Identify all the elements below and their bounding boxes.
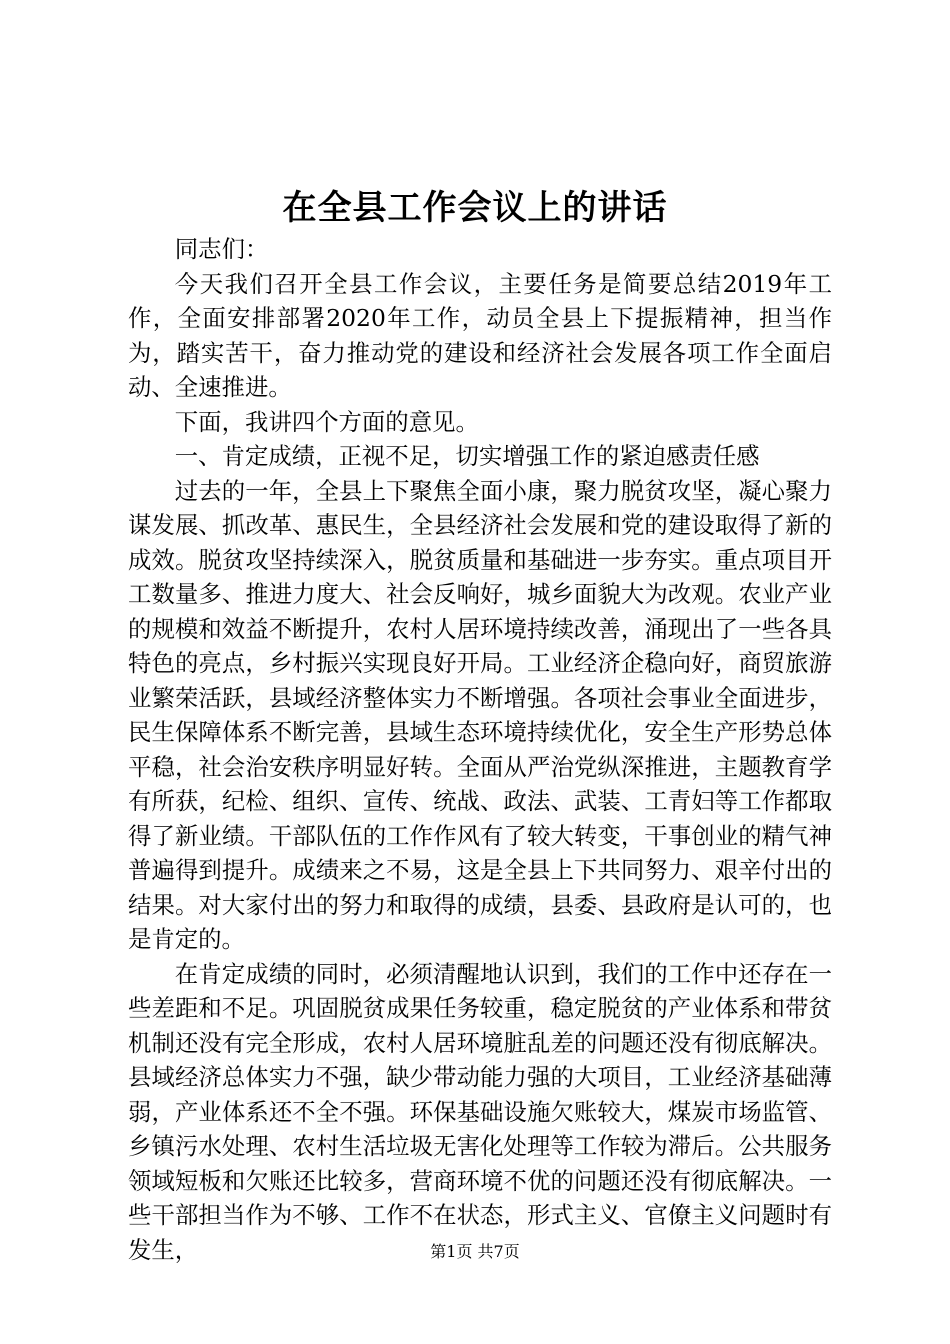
achievements-paragraph: 过去的一年，全县上下聚焦全面小康，聚力脱贫攻坚，凝心聚力谋发展、抓改革、惠民生，全县经济社会发展和党的建设取得了新的成效。脱贫攻坚持续深入，脱贫质量和基础进一步夯实。重点项目开工数量多、推进力度大、社会反响好，城乡面貌大为改观。农业产业的规模和效益不断提升，农村人居环境持续改善，涌现出了一些各具特色的亮点，乡村振兴实现良好开局。工业经济企稳向好，商贸旅游业繁荣活跃，县域经济整体实力不断增强。各项社会事业全面进步，民生保障体系不断完善，县域生态环境持续优化，安全生产形势总体平稳，社会治安秩序明显好转。全面从严治党纵深推进，主题教育学有所获，纪检、组织、宣传、统战、政法、武装、工青妇等工作都取得了新业绩。干部队伍的工作作风有了较大转变，干事创业的精气神普遍得到提升。成绩来之不易，这是全县上下共同努力、艰辛付出的结果。对大家付出的努力和取得的成绩，县委、县政府是认可的，也是肯定的。 [128,476,832,953]
section-heading: 一、肯定成绩，正视不足，切实增强工作的紧迫感责任感 [174,442,760,470]
page-number-footer: 第1页 共7页 [430,1242,520,1261]
outline-paragraph: 下面，我讲四个方面的意见。 [174,407,479,436]
document-body [128,232,832,1267]
shortcomings-paragraph: 在肯定成绩的同时，必须清醒地认识到，我们的工作中还存在一些差距和不足。巩固脱贫成果任务较重，稳定脱贫的产业体系和带贫机制还没有完全形成，农村人居环境脏乱差的问题还没有彻底解决。县域经济总体实力不强，缺少带动能力强的大项目，工业经济基础薄弱，产业体系还不全不强。环保基础设施欠账较大，煤炭市场监管、乡镇污水处理、农村生活垃圾无害化处理等工作较为滞后。公共服务领域短板和欠账还比较多，营商环境不优的问题还没有彻底解决。一些干部担当作为不够、工作不在状态，形式主义、官僚主义问题时有发生， [128,959,832,1264]
document-title: 在全县工作会议上的讲话 [282,188,668,228]
intro-paragraph: 今天我们召开全县工作会议，主要任务是简要总结2019年工作，全面安排部署2020年工作，动员全县上下提振精神，担当作为，踏实苦干，奋力推动党的建设和经济社会发展各项工作全面启动、全速推进。 [128,269,832,401]
salutation-paragraph: 同志们： [174,235,269,263]
